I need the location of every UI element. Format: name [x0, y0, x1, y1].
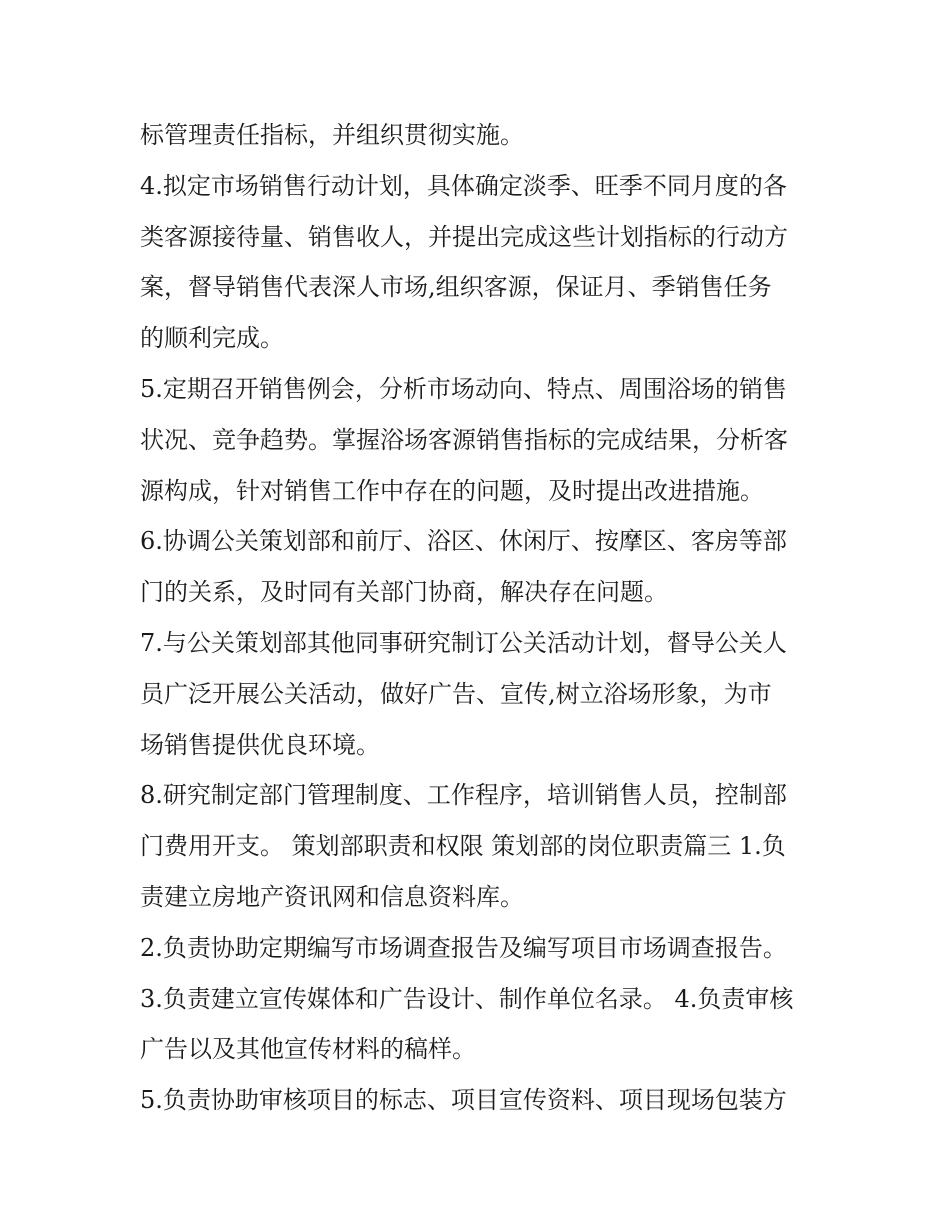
text-line: 源构成，针对销售工作中存在的问题，及时提出改进措施。 [140, 476, 764, 505]
text-line: 案，督导销售代表深人市场,组织客源，保证月、季销售任务 [140, 273, 772, 302]
text-line: 4.拟定市场销售行动计划，具体确定淡季、旺季不同月度的各 [140, 171, 787, 200]
text-line: 7.与公关策划部其他同事研究制订公关活动计划，督导公关人 [140, 628, 787, 657]
text-line: 3.负责建立宣传媒体和广告设计、制作单位名录。 4.负责审核 [140, 984, 794, 1013]
text-line: 的顺利完成。 [140, 324, 284, 353]
text-line: 员广泛开展公关活动，做好广告、宣传,树立浴场形象，为市 [140, 679, 772, 708]
text-line: 5.定期召开销售例会，分析市场动向、特点、周围浴场的销售 [140, 374, 787, 403]
text-line: 标管理责任指标，并组织贯彻实施。 [140, 121, 524, 149]
text-line: 广告以及其他宣传材料的稿样。 [140, 1035, 476, 1064]
text-line: 8.研究制定部门管理制度、工作程序，培训销售人员，控制部 [140, 781, 787, 810]
text-line: 场销售提供优良环境。 [140, 730, 380, 759]
document-body [140, 110, 820, 1126]
text-line: 门费用开支。 策划部职责和权限 策划部的岗位职责篇三 1.负 [140, 832, 786, 861]
text-line: 状况、竞争趋势。掌握浴场客源销售指标的完成结果，分析客 [140, 425, 788, 454]
text-line: 类客源接待量、销售收人，并提出完成这些计划指标的行动方 [140, 222, 788, 251]
text-line: 2.负责协助定期编写市场调查报告及编写项目市场调查报告。 [140, 933, 787, 962]
text-line: 门的关系，及时同有关部门协商，解决存在问题。 [140, 578, 668, 607]
text-line: 责建立房地产资讯网和信息资料库。 [140, 882, 524, 911]
text-line: 5.负责协助审核项目的标志、项目宣传资料、项目现场包装方 [140, 1086, 787, 1115]
text-line: 6.协调公关策划部和前厅、浴区、休闲厅、按摩区、客房等部 [140, 527, 787, 556]
